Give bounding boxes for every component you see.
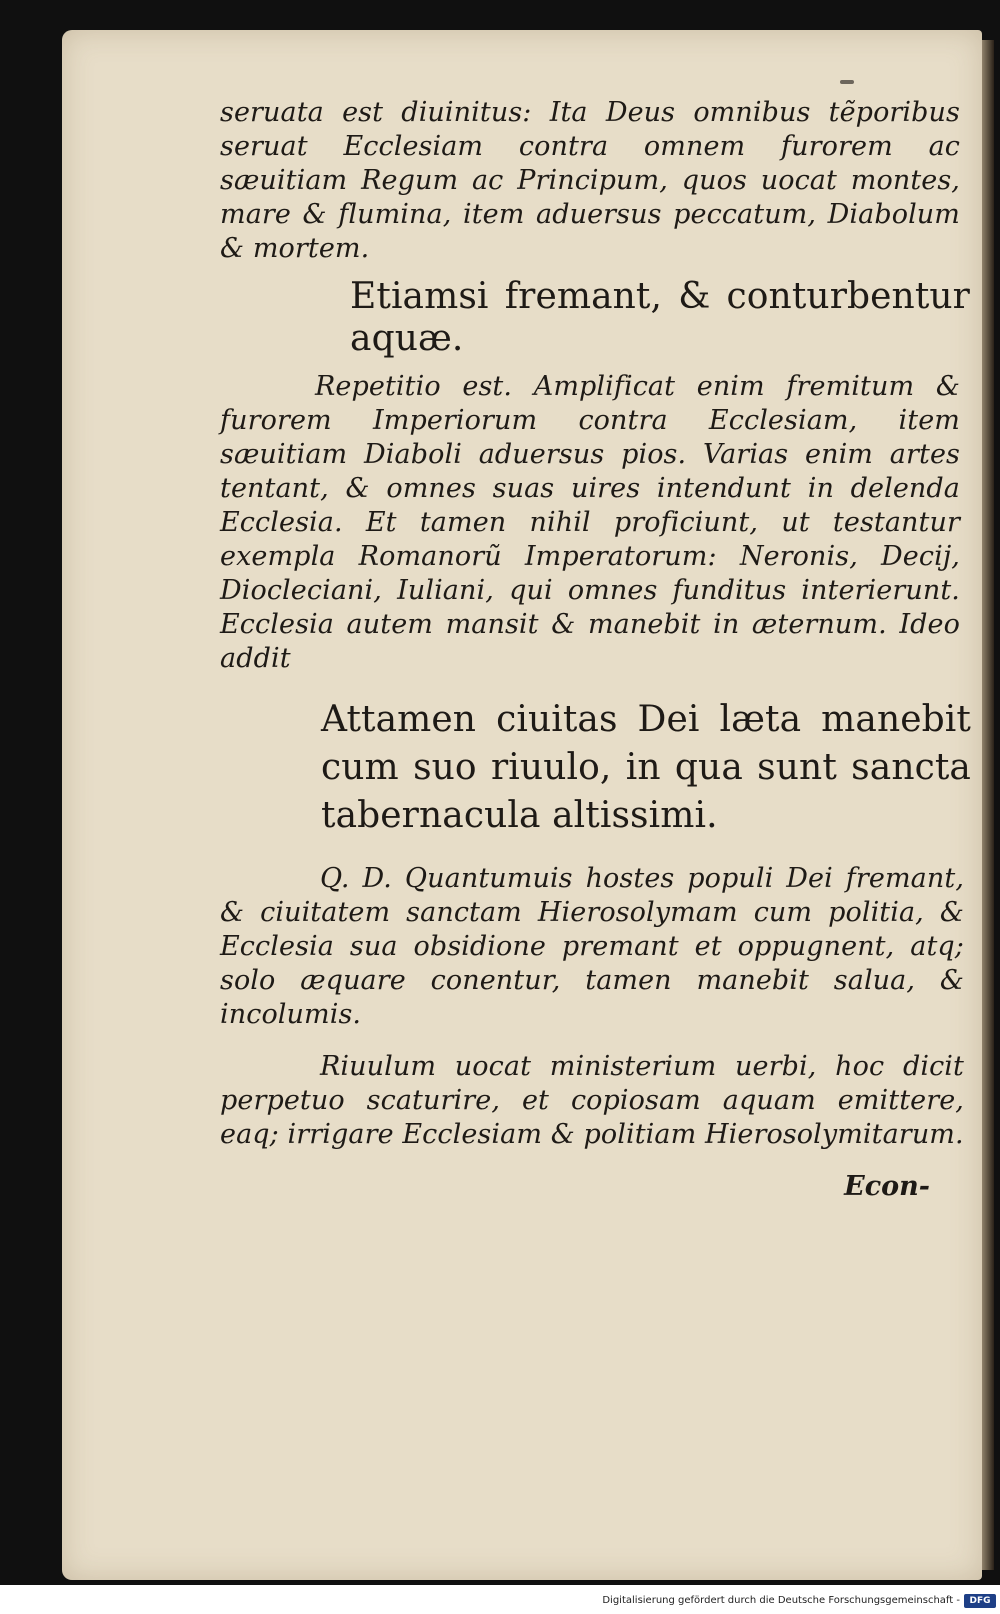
catchword: Econ- bbox=[844, 1171, 930, 1202]
paragraph-1: seruata est diuinitus: Ita Deus omnibus tẽporibus seruat Ecclesiam contra omnem furorem ac sæuitiam Regum ac Principum, quos uocat montes, mare & flumina, item aduersus peccatum, Diabolum & mortem. bbox=[220, 97, 960, 264]
page-text bbox=[166, 96, 974, 1204]
footer bbox=[0, 1590, 1000, 1614]
lemma-1: Etiamsi fremant, & conturbentur aquæ. bbox=[350, 276, 970, 359]
ink-mark bbox=[840, 80, 854, 84]
funding-credit: Digitalisierung gefördert durch die Deutsche Forschungsgemeinschaft - bbox=[602, 1595, 960, 1606]
lemma-2: Attamen ciuitas Dei læta manebit cum suo riuulo, in qua sunt sancta tabernacula altissimi. bbox=[321, 699, 971, 836]
paragraph-3: Q. D. Quantumuis hostes populi Dei fremant, & ciuitatem sanctam Hierosolymam cum politia, & Ecclesia sua obsidione premant et oppugnent, atq; solo æquare conentur, tamen manebit salua, & incolumis. bbox=[220, 863, 964, 1030]
paragraph-4: Riuulum uocat ministerium uerbi, hoc dicit perpetuo scaturire, et copiosam aquam emittere, eaq; irrigare Ecclesiam & politiam Hierosolymitarum. bbox=[220, 1051, 964, 1150]
paragraph-2: Repetitio est. Amplificat enim fremitum & furorem Imperiorum contra Ecclesiam, item sæuitiam Diaboli aduersus pios. Varias enim artes tentant, & omnes suas uires intendunt in delenda Ecclesia. Et tamen nihil proficiunt, ut testantur exempla Romanorũ Imperatorum: Neronis, Decij, Diocleciani, Iuliani, qui omnes funditus interierunt. Ecclesia autem mansit & manebit in æternum. Ideo addit bbox=[220, 371, 960, 674]
dfg-logo-icon: DFG bbox=[964, 1594, 996, 1608]
